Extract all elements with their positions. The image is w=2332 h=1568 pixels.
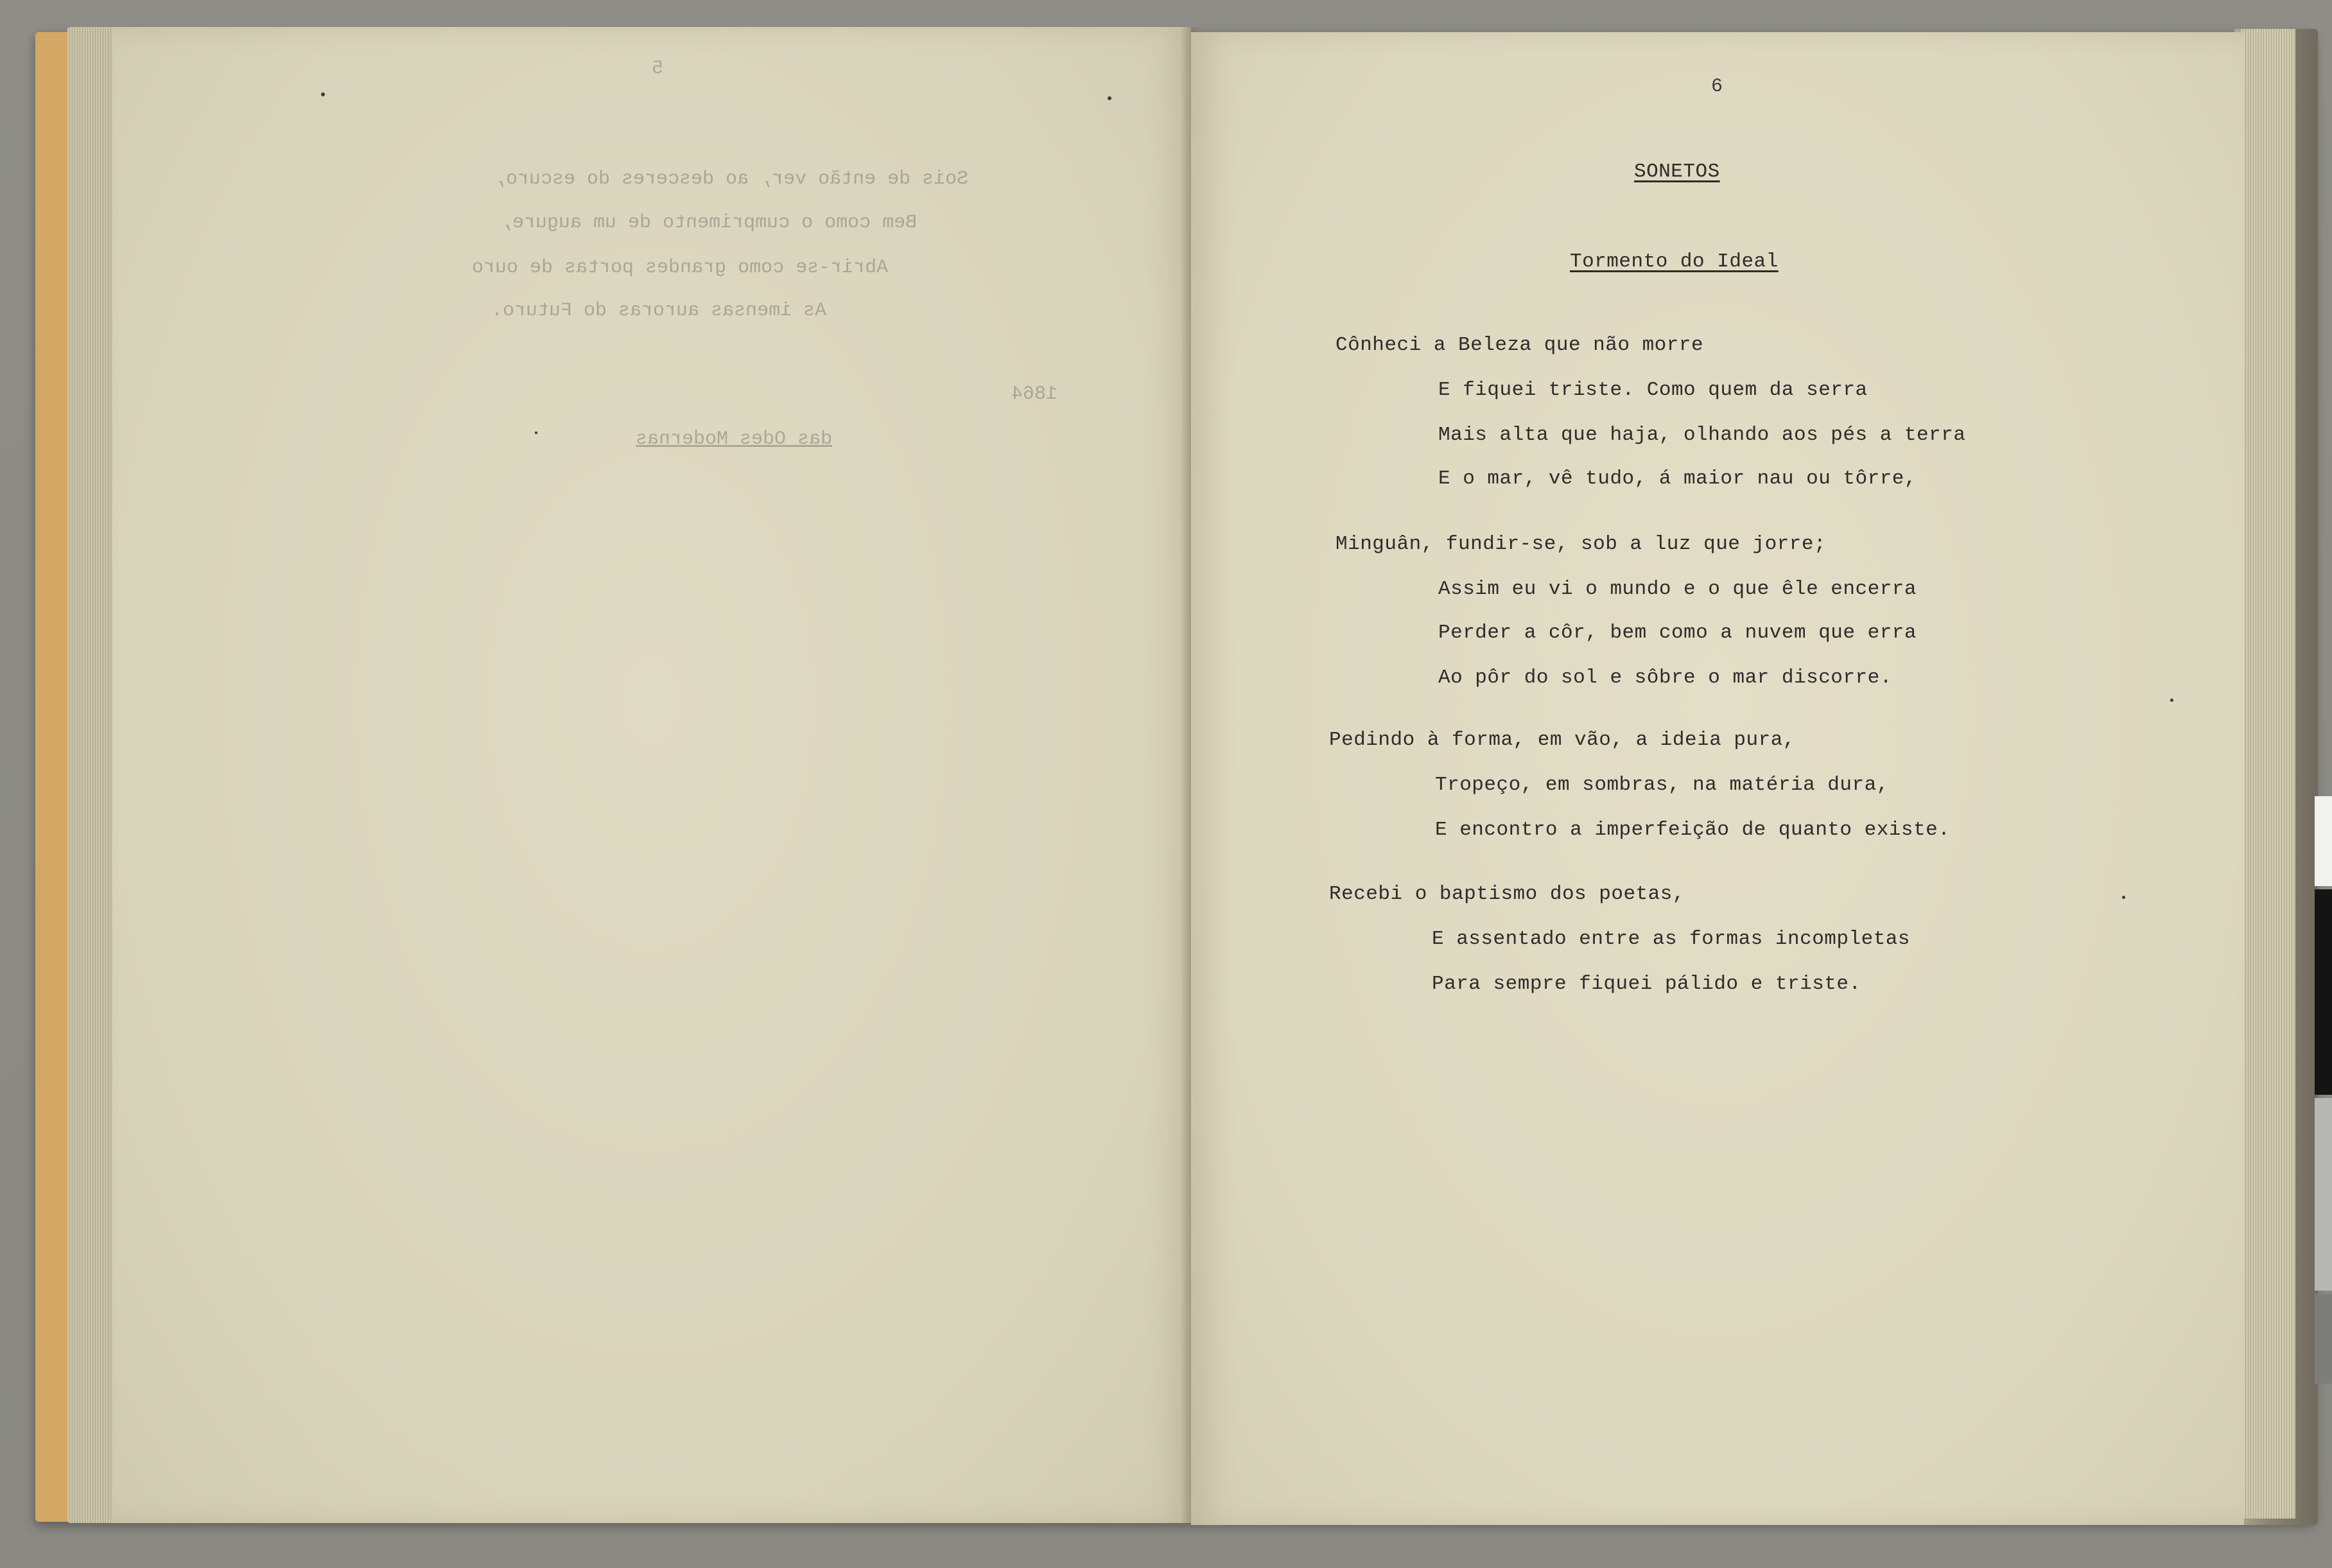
ink-speck (2122, 896, 2125, 899)
poem-line: Perder a côr, bem como a nuvem que erra (1438, 622, 1917, 644)
poem-line: Recebi o baptismo dos poetas, (1329, 883, 1685, 905)
poem-line: Mais alta que haja, olhando aos pés a terra (1438, 424, 1966, 446)
poem-line: Para sempre fiquei pálido e triste. (1432, 973, 1861, 995)
ink-speck (2170, 699, 2173, 702)
section-title: SONETOS (1634, 161, 1720, 183)
bleed-source: das Odes Modernas (636, 428, 833, 450)
poem-line: Minguân, fundir-se, sob a luz que jorre; (1336, 533, 1827, 555)
calibration-gray (2315, 1098, 2332, 1291)
poem-line: Ao pôr do sol e sôbre o mar discorre. (1438, 666, 1892, 689)
bleed-line: Bem como o cumprimento de um augure, (501, 212, 918, 234)
poem-line: E assentado entre as formas incompletas (1432, 928, 1911, 950)
poem-line: Assim eu vi o mundo e o que êle encerra (1438, 578, 1917, 600)
poem-line: Cônheci a Beleza que não morre (1336, 334, 1704, 356)
ink-speck (321, 92, 325, 96)
poem-title: Tormento do Ideal (1570, 250, 1779, 273)
bleed-line: As imensas auroras do Futuro. (491, 300, 827, 322)
calibration-white (2315, 796, 2332, 886)
left-page (112, 27, 1191, 1523)
calibration-dark-gray (2315, 1294, 2332, 1384)
bleed-line: Sois de então ver, ao desceres do escuro, (494, 168, 969, 190)
poem-line: Tropeço, em sombras, na matéria dura, (1435, 774, 1889, 796)
right-page (1191, 32, 2244, 1525)
poem-line: Pedindo à forma, em vão, a ideia pura, (1329, 729, 1795, 751)
poem-line: E o mar, vê tudo, á maior nau ou tôrre, (1438, 467, 1917, 490)
poem-line: E fiquei triste. Como quem da serra (1438, 379, 1868, 401)
bleed-line: Abrir-se como grandes portas de ouro (472, 257, 889, 279)
bleed-year: 1864 (1011, 383, 1058, 405)
poem-line: E encontro a imperfeição de quanto existe. (1435, 819, 1951, 841)
page-stack-right (2241, 29, 2295, 1519)
left-page-number: 5 (652, 58, 664, 80)
calibration-black (2315, 889, 2332, 1095)
ink-speck (535, 431, 537, 434)
ink-speck (1108, 96, 1111, 100)
right-page-number: 6 (1711, 76, 1723, 98)
